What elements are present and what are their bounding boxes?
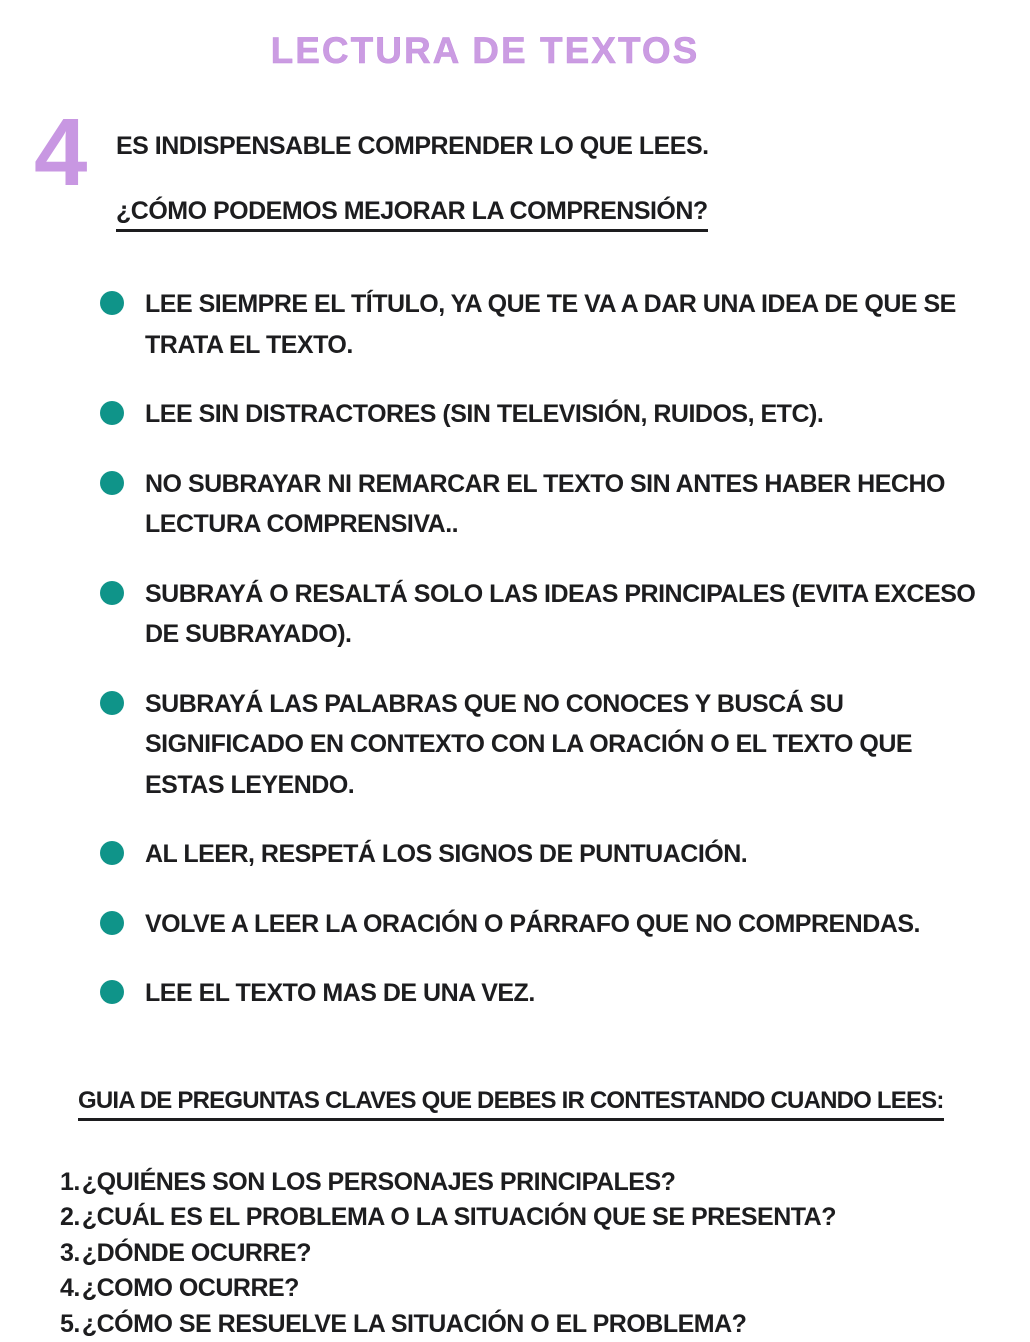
tip-text: AL LEER, RESPETÁ LOS SIGNOS DE PUNTUACIÓN. — [145, 834, 747, 875]
bullet-dot-icon — [100, 581, 124, 605]
question-text: ¿QUIÉNES SON LOS PERSONAJES PRINCIPALES? — [82, 1168, 676, 1196]
bullet-dot-icon — [100, 471, 124, 495]
list-item — [100, 973, 980, 1014]
bullet-dot-icon — [100, 291, 124, 315]
bullet-dot-icon — [100, 691, 124, 715]
list-item — [100, 464, 980, 545]
bullet-dot-icon — [100, 980, 124, 1004]
page-title: LECTURA DE TEXTOS — [40, 30, 930, 72]
comprehension-heading: ¿CÓMO PODEMOS MEJORAR LA COMPRENSIÓN? — [116, 197, 708, 232]
list-item — [100, 904, 980, 945]
question-number: 4. — [60, 1274, 80, 1302]
intro-text: ES INDISPENSABLE COMPRENDER LO QUE LEES. — [116, 112, 990, 161]
intro-column — [112, 112, 990, 232]
question-text: ¿COMO OCURRE? — [82, 1274, 299, 1302]
intro-section — [40, 112, 990, 232]
tip-text: LEE SIN DISTRACTORES (SIN TELEVISIÓN, RUIDOS, ETC). — [145, 394, 823, 435]
bullet-dot-icon — [100, 841, 124, 865]
question-item — [60, 1271, 990, 1307]
tip-text: SUBRAYÁ LAS PALABRAS QUE NO CONOCES Y BUSCÁ SU SIGNIFICADO EN CONTEXTO CON LA ORACIÓN O EL TEXTO QUE ESTAS LEYENDO. — [145, 684, 980, 806]
bullet-dot-icon — [100, 401, 124, 425]
tip-text: SUBRAYÁ O RESALTÁ SOLO LAS IDEAS PRINCIPALES (EVITA EXCESO DE SUBRAYADO). — [145, 574, 980, 655]
question-item — [60, 1165, 990, 1201]
bullet-dot-icon — [100, 911, 124, 935]
questions-list — [60, 1165, 990, 1342]
tip-text: NO SUBRAYAR NI REMARCAR EL TEXTO SIN ANTES HABER HECHO LECTURA COMPRENSIVA.. — [145, 464, 980, 545]
question-number: 5. — [60, 1310, 80, 1338]
list-item — [100, 834, 980, 875]
guide-heading: GUIA DE PREGUNTAS CLAVES QUE DEBES IR CONTESTANDO CUANDO LEES: — [78, 1087, 944, 1121]
list-item — [100, 284, 980, 365]
question-text: ¿DÓNDE OCURRE? — [82, 1239, 311, 1267]
section-number: 4 — [34, 112, 112, 195]
list-item — [100, 574, 980, 655]
list-item — [100, 684, 980, 806]
tip-text: LEE EL TEXTO MAS DE UNA VEZ. — [145, 973, 535, 1014]
tip-text: VOLVE A LEER LA ORACIÓN O PÁRRAFO QUE NO COMPRENDAS. — [145, 904, 920, 945]
question-text: ¿CUÁL ES EL PROBLEMA O LA SITUACIÓN QUE SE PRESENTA? — [82, 1203, 836, 1231]
list-item — [100, 394, 980, 435]
question-number: 3. — [60, 1239, 80, 1267]
question-number: 1. — [60, 1168, 80, 1196]
question-number: 2. — [60, 1203, 80, 1231]
tip-text: LEE SIEMPRE EL TÍTULO, YA QUE TE VA A DAR UNA IDEA DE QUE SE TRATA EL TEXTO. — [145, 284, 980, 365]
question-item — [60, 1200, 990, 1236]
question-item — [60, 1307, 990, 1342]
tips-list — [100, 284, 980, 1014]
question-text: ¿CÓMO SE RESUELVE LA SITUACIÓN O EL PROBLEMA? — [82, 1310, 747, 1338]
question-item — [60, 1236, 990, 1272]
